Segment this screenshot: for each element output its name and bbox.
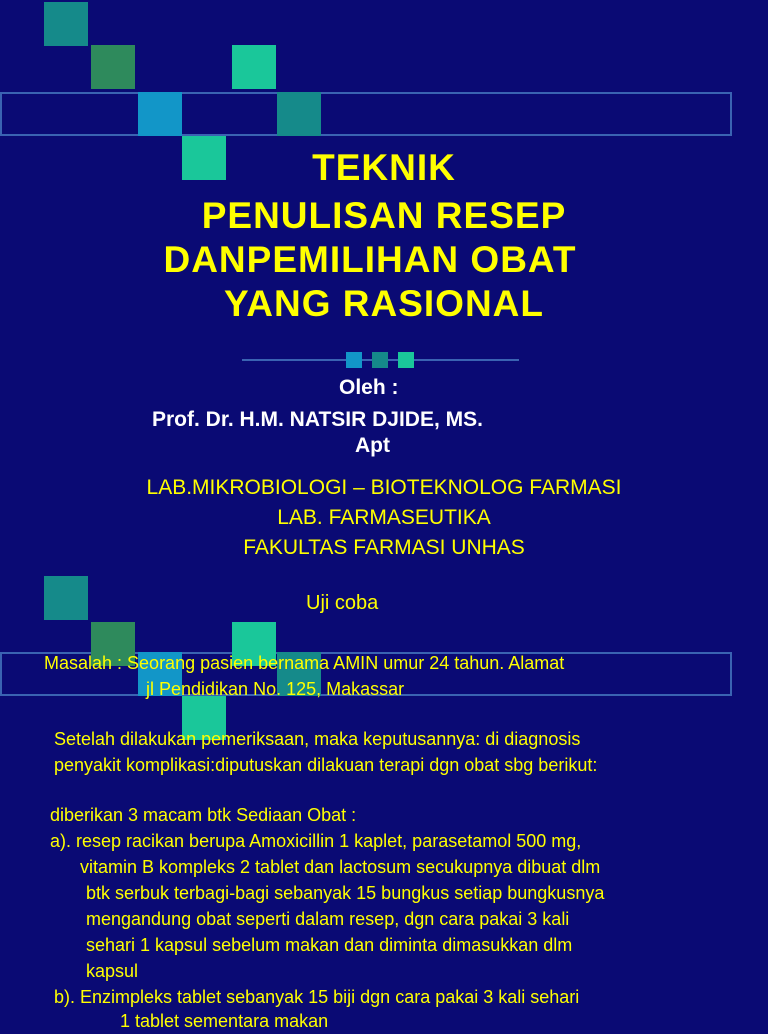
author-name: Prof. Dr. H.M. NATSIR DJIDE, MS.: [152, 408, 483, 431]
diagnosis-line-1: Setelah dilakukan pemeriksaan, maka keputusannya: di diagnosis: [54, 729, 581, 749]
decorative-square: [138, 92, 182, 136]
author-suffix: Apt: [355, 434, 390, 457]
intro-line: diberikan 3 macam btk Sediaan Obat :: [50, 805, 357, 825]
title-line-3: DANPEMILIHAN OBAT: [163, 239, 577, 280]
item-a-line-3: btk serbuk terbagi-bagi sebanyak 15 bungkus setiap bungkusnya: [86, 883, 605, 903]
title-line-4: YANG RASIONAL: [223, 283, 544, 324]
decorative-square: [44, 2, 88, 46]
affiliation-line-1: LAB.MIKROBIOLOGI – BIOTEKNOLOG FARMASI: [146, 476, 622, 499]
item-b-line-2: 1 tablet sementara makan: [120, 1011, 329, 1031]
masalah-line-2: jl Pendidikan No. 125, Makassar: [146, 679, 405, 699]
decorative-bar: [0, 92, 732, 136]
affiliation-line-3: FAKULTAS FARMASI UNHAS: [243, 536, 525, 559]
item-a-line-5: sehari 1 kapsul sebelum makan dan diminta dimasukkan dlm: [86, 935, 573, 955]
divider-square: [372, 352, 388, 368]
item-a-line-6: kapsul: [86, 961, 139, 981]
diagnosis-line-2: penyakit komplikasi:diputuskan dilakuan terapi dgn obat sbg berikut:: [54, 755, 598, 775]
slide2-heading: Uji coba: [306, 592, 379, 614]
author-label: Oleh :: [339, 376, 399, 399]
divider-square: [398, 352, 414, 368]
decorative-square: [277, 92, 321, 136]
affiliation-line-2: LAB. FARMASEUTIKA: [277, 506, 491, 529]
masalah-line-1: Masalah : Seorang pasien bernama AMIN umur 24 tahun. Alamat: [44, 653, 565, 673]
title-line-1: TEKNIK: [312, 147, 456, 188]
decorative-square: [44, 576, 88, 620]
item-a-line-1: a). resep racikan berupa Amoxicillin 1 kaplet, parasetamol 500 mg,: [50, 831, 582, 851]
decorative-square: [232, 45, 276, 89]
item-b-line-1: b). Enzimpleks tablet sebanyak 15 biji dgn cara pakai 3 kali sehari: [54, 987, 580, 1007]
decorative-square: [91, 45, 135, 89]
title-line-2: PENULISAN RESEP: [201, 195, 567, 236]
item-a-line-4: mengandung obat seperti dalam resep, dgn cara pakai 3 kali: [86, 909, 570, 929]
divider-square: [346, 352, 362, 368]
item-a-line-2: vitamin B kompleks 2 tablet dan lactosum secukupnya dibuat dlm: [80, 857, 601, 877]
